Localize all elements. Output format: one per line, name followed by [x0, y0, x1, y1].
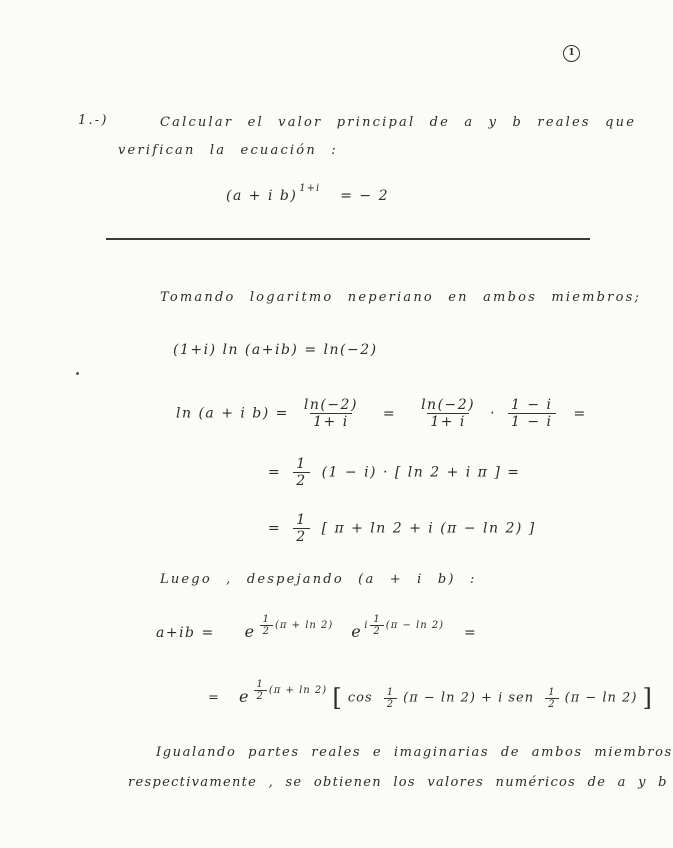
- step2-lhs: ln (a + i b) =: [176, 405, 289, 422]
- step2-fraction-3: [508, 397, 556, 430]
- step2-equals: =: [382, 405, 397, 422]
- equation-exponent: 1+i: [299, 183, 321, 194]
- problem-statement-line2: verifican la ecuación :: [118, 143, 338, 158]
- step5-lhs: a+ib =: [156, 625, 215, 641]
- problem-equation: [226, 183, 389, 204]
- step5-e1-exponent: [258, 614, 334, 637]
- step6-cos-fraction: [384, 687, 397, 710]
- step2-fraction-2: [418, 397, 478, 430]
- step5-e2-exponent: [364, 614, 445, 637]
- fraction-denominator: 2: [260, 625, 273, 637]
- step6-exponent: [252, 678, 328, 702]
- step2-fraction-1: [301, 397, 361, 430]
- fraction-denominator: 2: [545, 698, 558, 710]
- step6-bracket-open: [: [332, 684, 343, 712]
- solution-step5: [156, 614, 478, 646]
- step2-end: =: [573, 405, 587, 422]
- equation-rhs: = − 2: [340, 188, 389, 204]
- fraction-denominator: 2: [370, 625, 383, 637]
- exponent-fraction: [370, 614, 383, 637]
- fraction-numerator: 1: [296, 456, 307, 472]
- step3-equals: =: [268, 464, 282, 481]
- fraction-denominator: 1+ i: [427, 413, 469, 430]
- step2-dot: ·: [490, 405, 497, 422]
- solution-intro: Tomando logaritmo neperiano en ambos miembros;: [160, 290, 642, 305]
- step6-equals: =: [208, 690, 220, 706]
- step3-fraction: [293, 456, 309, 489]
- step6-cos-rest: (π − ln 2) + i sen: [403, 690, 535, 706]
- step3-body: (1 − i) · [ ln 2 + i π ] =: [321, 464, 521, 481]
- step4-body: [ π + ln 2 + i (π − ln 2) ]: [321, 520, 536, 537]
- step4-fraction: [293, 512, 309, 545]
- fraction-denominator: 2: [254, 690, 267, 702]
- step5-end: =: [464, 625, 478, 641]
- page-number-badge: [563, 45, 580, 62]
- fraction-numerator: 1: [256, 678, 264, 690]
- step6-e: e: [239, 686, 250, 706]
- fraction-numerator: 1: [262, 614, 270, 625]
- exponent-fraction: [260, 614, 273, 637]
- exponent-rest: (π + ln 2): [275, 620, 334, 631]
- fraction-denominator: 2: [384, 698, 397, 710]
- fraction-denominator: 2: [293, 472, 309, 489]
- fraction-numerator: 1: [548, 686, 556, 698]
- problem-number: 1.-): [78, 113, 109, 128]
- equation-base: (a + i b): [226, 188, 298, 204]
- fraction-numerator: 1: [373, 614, 381, 625]
- step5-e1: e: [244, 622, 256, 641]
- solution-step3: [268, 456, 520, 489]
- fraction-numerator: ln(−2): [303, 397, 358, 413]
- section-divider: [106, 238, 590, 240]
- fraction-numerator: 1: [296, 512, 307, 528]
- page-number: 1: [568, 48, 575, 58]
- fraction-numerator: 1: [386, 686, 395, 698]
- step6-sen-fraction: [545, 687, 558, 710]
- step5-e2: e: [351, 622, 363, 641]
- stray-dot: [76, 372, 79, 375]
- exponent-i: i: [364, 620, 369, 631]
- fraction-numerator: 1 − i: [511, 397, 553, 413]
- closing-line1: Igualando partes reales e imaginarias de ambos miembros: [156, 745, 673, 760]
- step4-equals: =: [268, 520, 282, 537]
- fraction-denominator: 1+ i: [310, 413, 352, 430]
- fraction-numerator: ln(−2): [421, 397, 476, 413]
- exponent-rest: (π + ln 2): [268, 684, 328, 696]
- step6-bracket-close: ]: [642, 684, 653, 712]
- solution-step4: [268, 512, 536, 545]
- exponent-fraction: [254, 679, 267, 702]
- step6-sen-rest: (π − ln 2): [564, 690, 638, 706]
- step6-cos: cos: [347, 690, 373, 706]
- fraction-denominator: 1 − i: [508, 413, 556, 430]
- solution-step6: [208, 678, 653, 712]
- solution-step2: [176, 397, 587, 430]
- closing-line2: respectivamente , se obtienen los valores numéricos de a y b: [128, 775, 668, 790]
- despejando-line: Luego , despejando (a + i b) :: [160, 572, 477, 587]
- problem-statement-line1: Calcular el valor principal de a y b reales que: [160, 115, 637, 130]
- solution-step1: (1+i) ln (a+ib) = ln(−2): [173, 342, 378, 358]
- fraction-denominator: 2: [293, 528, 309, 545]
- exponent-rest: (π − ln 2): [385, 620, 445, 631]
